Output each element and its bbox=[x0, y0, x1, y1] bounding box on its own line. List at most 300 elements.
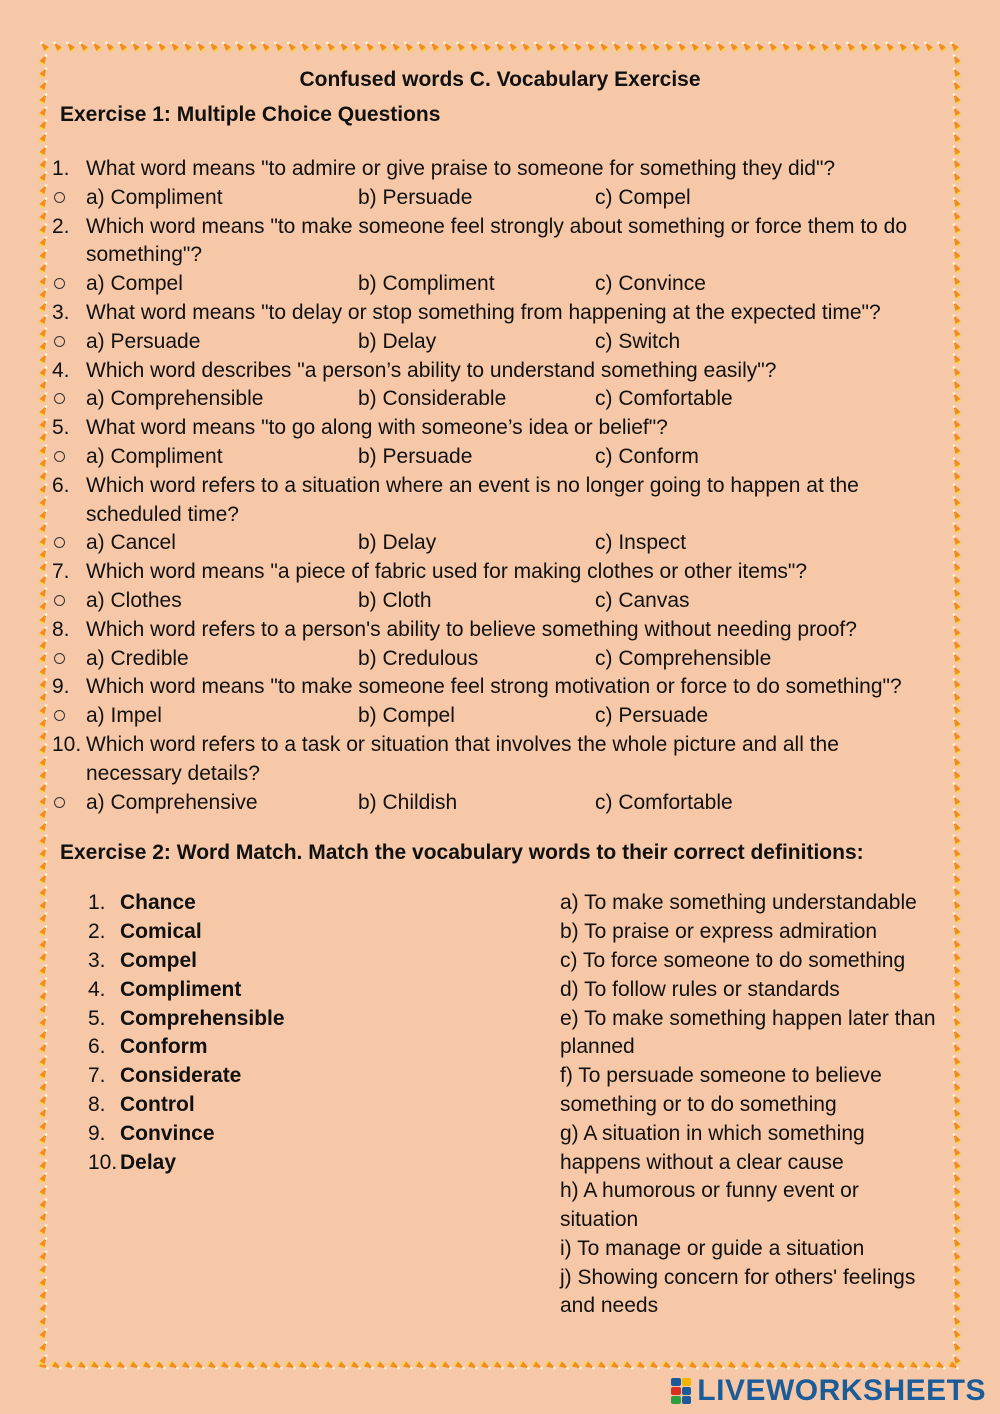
candy-corn-icon bbox=[739, 1360, 752, 1371]
candy-corn-icon bbox=[951, 248, 962, 261]
candy-corn-icon bbox=[207, 40, 219, 53]
candy-corn-icon bbox=[38, 209, 49, 222]
match-word bbox=[88, 1091, 388, 1120]
candy-corn-icon bbox=[951, 937, 962, 950]
candy-corn-icon bbox=[951, 118, 962, 131]
match-word-number: 7. bbox=[88, 1064, 106, 1088]
candy-corn-icon bbox=[844, 40, 856, 53]
circle-bullet-icon bbox=[54, 710, 65, 721]
candy-corn-icon bbox=[76, 1360, 89, 1371]
candy-corn-icon bbox=[181, 40, 193, 53]
match-definition[interactable]: e) To make something happen later than planned bbox=[560, 1006, 936, 1059]
candy-corn-icon bbox=[38, 391, 49, 404]
match-word-text[interactable]: Compel bbox=[120, 948, 198, 972]
candy-corn-icon bbox=[141, 1360, 154, 1371]
match-word-text[interactable]: Comical bbox=[120, 920, 202, 944]
candy-corn-icon bbox=[38, 586, 49, 599]
option-a[interactable]: a) Compliment bbox=[86, 444, 223, 468]
candy-corn-icon bbox=[951, 1262, 962, 1275]
option-a[interactable]: a) Cancel bbox=[86, 531, 176, 555]
candy-corn-icon bbox=[38, 1223, 49, 1236]
candy-corn-icon bbox=[246, 40, 258, 53]
candy-corn-icon bbox=[951, 1301, 962, 1314]
match-word-text[interactable]: Comprehensible bbox=[120, 1006, 285, 1030]
match-definition[interactable]: c) To force someone to do something bbox=[560, 948, 906, 972]
candy-corn-icon bbox=[951, 1015, 962, 1028]
candy-corn-icon bbox=[324, 40, 336, 53]
option-b[interactable]: b) Persuade bbox=[358, 185, 473, 209]
candy-corn-icon bbox=[951, 859, 962, 872]
candy-corn-icon bbox=[951, 885, 962, 898]
candy-corn-icon bbox=[38, 989, 49, 1002]
candy-corn-icon bbox=[38, 456, 49, 469]
candy-corn-icon bbox=[830, 1360, 843, 1371]
answer-options bbox=[60, 587, 940, 616]
candy-corn-icon bbox=[38, 313, 49, 326]
candy-corn-icon bbox=[467, 40, 479, 53]
candy-corn-icon bbox=[951, 1340, 962, 1353]
candy-corn-icon bbox=[38, 417, 49, 430]
candy-corn-icon bbox=[951, 755, 962, 768]
circle-bullet-icon bbox=[54, 192, 65, 203]
candy-corn-icon bbox=[38, 560, 49, 573]
candy-corn-icon bbox=[951, 1249, 962, 1262]
candy-corn-icon bbox=[951, 196, 962, 209]
candy-corn-icon bbox=[909, 40, 921, 53]
circle-bullet-icon bbox=[54, 797, 65, 808]
candy-corn-icon bbox=[558, 40, 570, 53]
question-number: 10. bbox=[52, 732, 82, 756]
candy-corn-icon bbox=[51, 40, 63, 53]
candy-corn-icon bbox=[38, 274, 49, 287]
candy-corn-icon bbox=[596, 1360, 609, 1371]
candy-corn-icon bbox=[951, 846, 962, 859]
candy-corn-icon bbox=[116, 40, 128, 53]
match-word-text[interactable]: Convince bbox=[120, 1121, 215, 1145]
candy-corn-icon bbox=[766, 40, 778, 53]
match-definition[interactable]: b) To praise or express admiration bbox=[560, 920, 878, 944]
option-c[interactable]: c) Comfortable bbox=[595, 387, 733, 411]
candy-corn-icon bbox=[38, 1249, 49, 1262]
candy-corn-icon bbox=[951, 651, 962, 664]
candy-corn-icon bbox=[951, 287, 962, 300]
candy-corn-icon bbox=[740, 40, 752, 53]
candy-corn-icon bbox=[951, 209, 962, 222]
candy-corn-icon bbox=[951, 170, 962, 183]
candy-corn-icon bbox=[951, 586, 962, 599]
option-c[interactable]: c) Canvas bbox=[595, 588, 690, 612]
candy-corn-icon bbox=[951, 1067, 962, 1080]
candy-corn-icon bbox=[951, 144, 962, 157]
question-number: 1. bbox=[52, 157, 70, 180]
candy-corn-icon bbox=[951, 469, 962, 482]
answer-options bbox=[60, 529, 940, 558]
candy-corn-icon bbox=[38, 768, 49, 781]
option-b[interactable]: b) Delay bbox=[358, 329, 437, 353]
candy-corn-icon bbox=[38, 508, 49, 521]
option-c[interactable]: c) Inspect bbox=[595, 531, 687, 555]
option-b[interactable]: b) Childish bbox=[358, 790, 458, 814]
candy-corn-icon bbox=[167, 1360, 180, 1371]
candy-corn-icon bbox=[505, 1360, 518, 1371]
match-word-text[interactable]: Conform bbox=[120, 1035, 208, 1059]
candy-corn-icon bbox=[220, 40, 232, 53]
option-c[interactable]: c) Comfortable bbox=[595, 790, 733, 814]
candy-corn-icon bbox=[38, 1197, 49, 1210]
candy-corn-icon bbox=[38, 534, 49, 547]
option-a[interactable]: a) Credible bbox=[86, 646, 189, 670]
candy-corn-icon bbox=[951, 729, 962, 742]
candy-corn-icon bbox=[951, 1314, 962, 1327]
match-definition[interactable]: i) To manage or guide a situation bbox=[560, 1236, 865, 1260]
candy-corn-icon bbox=[792, 40, 804, 53]
candy-corn-icon bbox=[951, 313, 962, 326]
candy-corn-icon bbox=[38, 482, 49, 495]
candy-corn-icon bbox=[38, 1262, 49, 1275]
question bbox=[52, 414, 940, 443]
candy-corn-icon bbox=[38, 1041, 49, 1054]
option-c[interactable]: c) Comprehensible bbox=[595, 646, 772, 670]
candy-corn-icon bbox=[951, 79, 962, 92]
candy-corn-icon bbox=[532, 40, 544, 53]
answer-options bbox=[60, 184, 940, 213]
candy-corn-icon bbox=[50, 1360, 63, 1371]
candy-corn-icon bbox=[336, 1360, 349, 1371]
answer-options bbox=[60, 443, 940, 472]
candy-corn-icon bbox=[349, 1360, 362, 1371]
candy-corn-icon bbox=[951, 521, 962, 534]
match-word bbox=[88, 1062, 388, 1091]
candy-corn-icon bbox=[38, 664, 49, 677]
match-word-number: 5. bbox=[88, 1006, 106, 1030]
candy-corn-icon bbox=[388, 1360, 401, 1371]
candy-corn-icon bbox=[951, 430, 962, 443]
candy-corn-icon bbox=[38, 404, 49, 417]
candy-corn-icon bbox=[38, 872, 49, 885]
option-c[interactable]: c) Compel bbox=[595, 185, 691, 209]
candy-corn-icon bbox=[323, 1360, 336, 1371]
candy-corn-icon bbox=[951, 183, 962, 196]
candy-corn-icon bbox=[951, 1171, 962, 1184]
question-number: 4. bbox=[52, 358, 70, 382]
candy-corn-icon bbox=[38, 885, 49, 898]
candy-corn-icon bbox=[38, 781, 49, 794]
candy-corn-icon bbox=[791, 1360, 804, 1371]
candy-corn-icon bbox=[951, 326, 962, 339]
question-number: 3. bbox=[52, 300, 70, 324]
candy-corn-icon bbox=[77, 40, 89, 53]
option-c[interactable]: c) Switch bbox=[595, 329, 681, 353]
candy-corn-icon bbox=[951, 703, 962, 716]
candy-corn-icon bbox=[38, 716, 49, 729]
candy-corn-icon bbox=[726, 1360, 739, 1371]
candy-corn-icon bbox=[778, 1360, 791, 1371]
option-a[interactable]: a) Comprehensible bbox=[86, 387, 264, 411]
candy-corn-icon bbox=[951, 976, 962, 989]
question-text: Which word means "to make someone feel strongly about something or force them to do something"? bbox=[86, 214, 908, 267]
candy-corn-icon bbox=[714, 40, 726, 53]
option-b[interactable]: b) Delay bbox=[358, 531, 437, 555]
candy-corn-icon bbox=[89, 1360, 102, 1371]
candy-corn-icon bbox=[38, 1236, 49, 1249]
candy-corn-icon bbox=[38, 755, 49, 768]
question-number: 5. bbox=[52, 416, 70, 440]
match-word-number: 1. bbox=[88, 891, 106, 915]
candy-corn-icon bbox=[951, 1119, 962, 1132]
candy-corn-icon bbox=[38, 170, 49, 183]
circle-bullet-icon bbox=[54, 595, 65, 606]
match-word-text[interactable]: Considerate bbox=[120, 1064, 242, 1088]
option-c[interactable]: c) Conform bbox=[595, 444, 699, 468]
circle-bullet-icon bbox=[54, 653, 65, 664]
candy-corn-icon bbox=[951, 911, 962, 924]
candy-corn-icon bbox=[765, 1360, 778, 1371]
candy-corn-icon bbox=[951, 950, 962, 963]
question-number: 8. bbox=[52, 617, 70, 641]
match-word bbox=[88, 889, 388, 918]
candy-corn-icon bbox=[951, 352, 962, 365]
candy-corn-icon bbox=[38, 495, 49, 508]
candy-corn-icon bbox=[951, 1197, 962, 1210]
question-text: Which word means "to make someone feel strong motivation or force to do something"? bbox=[86, 675, 902, 699]
candy-corn-icon bbox=[362, 1360, 375, 1371]
match-definition[interactable]: f) To persuade someone to believe something or to do something bbox=[560, 1064, 882, 1116]
question-text: Which word refers to a person's ability to believe something without needing proof? bbox=[86, 617, 857, 641]
word-list bbox=[88, 889, 388, 1177]
candy-corn-icon bbox=[38, 703, 49, 716]
match-word bbox=[88, 1120, 388, 1149]
candy-corn-icon bbox=[38, 105, 49, 118]
candy-corn-icon bbox=[38, 846, 49, 859]
candy-corn-icon bbox=[38, 326, 49, 339]
option-b[interactable]: b) Compel bbox=[358, 704, 455, 728]
candy-corn-icon bbox=[38, 365, 49, 378]
question bbox=[52, 558, 940, 587]
answer-options bbox=[60, 645, 940, 674]
candy-corn-icon bbox=[38, 53, 49, 66]
option-b[interactable]: b) Considerable bbox=[358, 387, 507, 411]
option-b[interactable]: b) Compliment bbox=[358, 272, 495, 296]
candy-corn-icon bbox=[571, 40, 583, 53]
candy-corn-icon bbox=[180, 1360, 193, 1371]
candy-corn-icon bbox=[635, 1360, 648, 1371]
option-b[interactable]: b) Cloth bbox=[358, 588, 432, 612]
candy-corn-icon bbox=[38, 612, 49, 625]
candy-corn-icon bbox=[38, 79, 49, 92]
candy-corn-icon bbox=[102, 1360, 115, 1371]
candy-corn-icon bbox=[219, 1360, 232, 1371]
candy-corn-icon bbox=[951, 534, 962, 547]
candy-corn-icon bbox=[674, 1360, 687, 1371]
candy-corn-icon bbox=[375, 1360, 388, 1371]
candy-corn-icon bbox=[297, 1360, 310, 1371]
candy-corn-icon bbox=[38, 651, 49, 664]
question-number: 6. bbox=[52, 473, 70, 497]
match-word-number: 3. bbox=[88, 948, 106, 972]
candy-corn-icon bbox=[951, 417, 962, 430]
option-a[interactable]: a) Compel bbox=[86, 272, 183, 296]
candy-corn-icon bbox=[440, 1360, 453, 1371]
candy-corn-icon bbox=[194, 40, 206, 53]
match-definition[interactable]: j) Showing concern for others' feelings and needs bbox=[560, 1265, 916, 1318]
candy-corn-icon bbox=[951, 1028, 962, 1041]
candy-corn-icon bbox=[480, 40, 492, 53]
candy-corn-icon bbox=[506, 40, 518, 53]
candy-corn-icon bbox=[38, 157, 49, 170]
question-text: Which word refers to a task or situation that involves the whole picture and all the necessary details? bbox=[86, 732, 839, 785]
candy-corn-icon bbox=[38, 638, 49, 651]
option-b[interactable]: b) Credulous bbox=[358, 646, 479, 670]
candy-corn-icon bbox=[38, 92, 49, 105]
candy-corn-icon bbox=[453, 1360, 466, 1371]
match-word bbox=[88, 1005, 388, 1034]
candy-corn-icon bbox=[259, 40, 271, 53]
candy-corn-icon bbox=[38, 1093, 49, 1106]
question bbox=[52, 213, 940, 271]
candy-corn-icon bbox=[648, 1360, 661, 1371]
candy-corn-icon bbox=[38, 573, 49, 586]
circle-bullet-icon bbox=[54, 537, 65, 548]
candy-corn-icon bbox=[951, 482, 962, 495]
candy-corn-icon bbox=[951, 573, 962, 586]
candy-corn-icon bbox=[311, 40, 323, 53]
candy-corn-icon bbox=[951, 1002, 962, 1015]
candy-corn-icon bbox=[951, 261, 962, 274]
option-a[interactable]: a) Impel bbox=[86, 704, 162, 728]
candy-corn-icon bbox=[951, 612, 962, 625]
candy-corn-icon bbox=[38, 1301, 49, 1314]
match-definition[interactable]: g) A situation in which something happens without a clear cause bbox=[560, 1121, 865, 1174]
candy-corn-icon bbox=[951, 924, 962, 937]
candy-corn-icon bbox=[804, 1360, 817, 1371]
candy-corn-icon bbox=[753, 40, 765, 53]
candy-corn-icon bbox=[38, 924, 49, 937]
candy-corn-icon bbox=[38, 1106, 49, 1119]
question bbox=[52, 155, 940, 184]
candy-corn-icon bbox=[870, 40, 882, 53]
candy-corn-icon bbox=[951, 495, 962, 508]
candy-corn-icon bbox=[623, 40, 635, 53]
candy-corn-icon bbox=[519, 40, 531, 53]
candy-corn-icon bbox=[350, 40, 362, 53]
candy-corn-icon bbox=[805, 40, 817, 53]
match-word bbox=[88, 1033, 388, 1062]
candy-corn-icon bbox=[951, 1275, 962, 1288]
candy-corn-icon bbox=[701, 40, 713, 53]
match-word-number: 2. bbox=[88, 920, 106, 944]
match-word bbox=[88, 1149, 388, 1178]
candy-corn-icon bbox=[896, 40, 908, 53]
candy-corn-icon bbox=[142, 40, 154, 53]
candy-corn-icon bbox=[934, 1360, 947, 1371]
candy-corn-icon bbox=[951, 807, 962, 820]
question-number: 7. bbox=[52, 560, 70, 584]
candy-corn-icon bbox=[38, 547, 49, 560]
match-word-text[interactable]: Chance bbox=[120, 891, 196, 915]
candy-corn-icon bbox=[38, 222, 49, 235]
match-word-text[interactable]: Delay bbox=[120, 1150, 177, 1174]
candy-corn-icon bbox=[597, 40, 609, 53]
candy-corn-icon bbox=[285, 40, 297, 53]
circle-bullet-icon bbox=[54, 451, 65, 462]
candy-corn-icon bbox=[38, 963, 49, 976]
candy-corn-icon bbox=[649, 40, 661, 53]
match-definition[interactable]: d) To follow rules or standards bbox=[560, 977, 840, 1001]
option-c[interactable]: c) Persuade bbox=[595, 704, 709, 728]
candy-corn-icon bbox=[38, 1184, 49, 1197]
candy-corn-icon bbox=[441, 40, 453, 53]
candy-corn-icon bbox=[951, 92, 962, 105]
candy-corn-icon bbox=[951, 365, 962, 378]
match-definition[interactable]: h) A humorous or funny event or situation bbox=[560, 1179, 859, 1232]
match-word-number: 6. bbox=[88, 1035, 106, 1059]
match-word bbox=[88, 918, 388, 947]
candy-corn-icon bbox=[869, 1360, 882, 1371]
candy-corn-icon bbox=[951, 1236, 962, 1249]
candy-corn-icon bbox=[951, 677, 962, 690]
candy-corn-icon bbox=[38, 820, 49, 833]
question bbox=[52, 299, 940, 328]
candy-corn-icon bbox=[258, 1360, 271, 1371]
candy-corn-icon bbox=[951, 1080, 962, 1093]
option-c[interactable]: c) Convince bbox=[595, 272, 706, 296]
candy-corn-icon bbox=[38, 196, 49, 209]
candy-corn-icon bbox=[935, 40, 947, 53]
candy-corn-icon bbox=[298, 40, 310, 53]
candy-corn-icon bbox=[479, 1360, 492, 1371]
match-word-text[interactable]: Control bbox=[120, 1092, 195, 1116]
match-word-text[interactable]: Compliment bbox=[120, 977, 242, 1001]
candy-corn-icon bbox=[518, 1360, 531, 1371]
candy-corn-icon bbox=[856, 1360, 869, 1371]
option-a[interactable]: a) Clothes bbox=[86, 588, 182, 612]
match-word bbox=[88, 976, 388, 1005]
candy-corn-icon bbox=[687, 1360, 700, 1371]
candy-corn-icon bbox=[168, 40, 180, 53]
candy-corn-icon bbox=[661, 1360, 674, 1371]
candy-corn-icon bbox=[38, 1067, 49, 1080]
candy-corn-icon bbox=[818, 40, 830, 53]
candy-corn-icon bbox=[232, 1360, 245, 1371]
question bbox=[52, 472, 940, 530]
option-b[interactable]: b) Persuade bbox=[358, 444, 473, 468]
candy-corn-icon bbox=[843, 1360, 856, 1371]
candy-corn-icon bbox=[363, 40, 375, 53]
candy-corn-icon bbox=[38, 300, 49, 313]
candy-corn-icon bbox=[831, 40, 843, 53]
candy-corn-icon bbox=[545, 40, 557, 53]
option-a[interactable]: a) Persuade bbox=[86, 329, 201, 353]
candy-corn-icon bbox=[38, 66, 49, 79]
candy-corn-icon bbox=[38, 1340, 49, 1353]
candy-corn-icon bbox=[63, 1360, 76, 1371]
word-match bbox=[60, 889, 940, 1329]
candy-corn-icon bbox=[38, 859, 49, 872]
candy-corn-icon bbox=[38, 1054, 49, 1067]
candy-corn-icon bbox=[951, 235, 962, 248]
candy-corn-icon bbox=[38, 339, 49, 352]
candy-corn-icon bbox=[951, 781, 962, 794]
candy-corn-icon bbox=[951, 1041, 962, 1054]
candy-corn-icon bbox=[951, 1327, 962, 1340]
candy-corn-icon bbox=[155, 40, 167, 53]
candy-corn-icon bbox=[38, 1275, 49, 1288]
page-title: Confused words C. Vocabulary Exercise bbox=[299, 68, 701, 91]
candy-corn-icon bbox=[38, 833, 49, 846]
match-definition[interactable]: a) To make something understandable bbox=[560, 891, 917, 915]
option-a[interactable]: a) Compliment bbox=[86, 185, 223, 209]
option-a[interactable]: a) Comprehensive bbox=[86, 790, 258, 814]
